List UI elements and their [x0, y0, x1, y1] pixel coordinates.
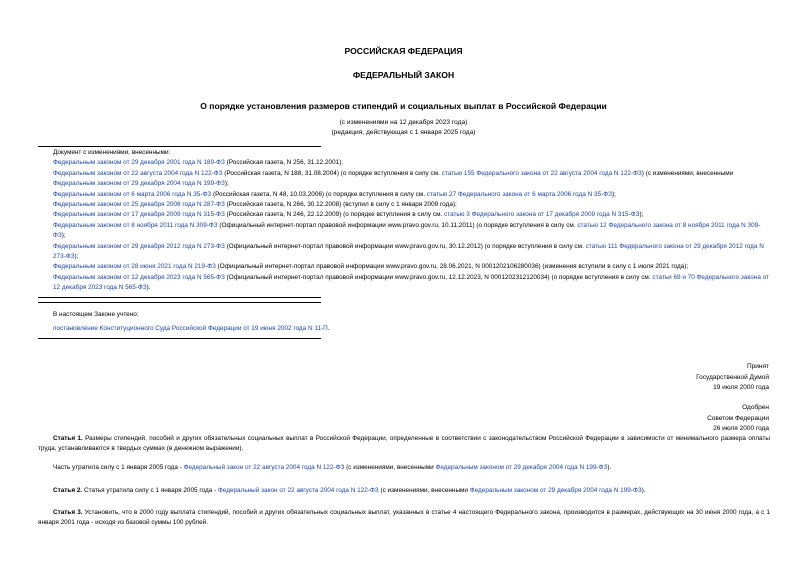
considered-item: [38, 324, 770, 334]
considered-tail: .: [327, 325, 330, 333]
amendment-item: [38, 200, 770, 210]
article-1-note: [38, 463, 770, 473]
amendment-link[interactable]: Федеральным законом от 25 декабря 2008 года N 287-ФЗ: [53, 201, 225, 209]
article-3-label: Статья 3.: [53, 509, 83, 516]
amendment-text: );: [224, 180, 229, 188]
article-1-text: Размеры стипендий, пособий и других обязательных социальных выплат в Российской Федерации, определенные в соответствии с законодательством Российской Федерации в зависимости от минимального размера оплаты труда, устанавливаются в твердых суммах (в денежном выражении).: [38, 435, 770, 453]
amendment-text: (Российская газета, N 48, 10.03.2006) (о порядке вступления в силу см.: [211, 190, 427, 198]
amendments-block: [38, 148, 770, 294]
article-1-label: Статья 1.: [53, 435, 83, 442]
amendment-item: [38, 190, 770, 200]
considered-link[interactable]: постановление Конституционного Суда Российской Федерации от 19 июня 2002 года N 11-П: [53, 325, 328, 333]
note-link[interactable]: Федеральным законом от 29 декабря 2004 года N 199-ФЗ: [435, 464, 608, 471]
article-2-text: ).: [641, 487, 646, 494]
amendment-item: [38, 221, 770, 242]
amendment-link[interactable]: Федеральным законом от 28 июня 2021 года N 219-ФЗ: [53, 263, 216, 271]
amendment-text: (Российская газета, N 188, 31.08.2004) (о порядке вступления в силу см.: [222, 169, 442, 177]
amendment-text: );: [612, 190, 616, 198]
amendment-text: (Официальный интернет-портал правовой информации www.pravo.gov.ru, 10.11.2011) (о порядке вступления в силу см.: [217, 221, 578, 229]
divider: [38, 146, 321, 147]
amendment-link[interactable]: Федеральным законом от 12 декабря 2023 года N 565-ФЗ: [53, 273, 225, 281]
amendment-link[interactable]: статью 111 Федерального закона от 29 декабря 2012 года N 273-ФЗ: [53, 242, 764, 261]
amendments-intro: Документ с изменениями, внесенными:: [53, 149, 171, 156]
amendment-text: (Российская газета, N 246, 22.12.2009) (о порядке вступления в силу см.: [224, 211, 445, 219]
changes-note: (с изменениями на 12 декабря 2023 года): [339, 119, 468, 126]
amendment-link[interactable]: Федеральным законом от 29 декабря 2012 года N 273-ФЗ: [53, 242, 225, 250]
article-3: [38, 508, 770, 529]
amendment-text: (Официальный интернет-портал правовой информации www.pravo.gov.ru, 12.12.2023, N 0001202312120034) (о порядке вступления в силу см.: [224, 273, 653, 281]
amendment-text: ).: [146, 284, 151, 292]
amendment-link[interactable]: Федеральным законом от 17 декабря 2009 года N 315-ФЗ: [53, 211, 225, 219]
amendment-item: [38, 242, 770, 263]
amendment-item: [38, 262, 770, 272]
considered-intro: В настоящем Законе учтено:: [53, 311, 139, 318]
amendment-text: (Официальный интернет-портал правовой информации www.pravo.gov.ru, 30.12.2012) (о порядке вступления в силу см.: [224, 242, 586, 250]
amendment-link[interactable]: Федеральным законом от 8 ноября 2011 года N 309-ФЗ: [53, 221, 218, 229]
article-2-text: (с изменениями, внесенными: [378, 487, 470, 494]
amendment-link[interactable]: статью 12 Федерального закона от 8 ноября 2011 года N 309-ФЗ: [53, 221, 761, 240]
article-2-link[interactable]: Федеральный закон от 22 августа 2004 года N 122-ФЗ: [217, 487, 379, 494]
article-3-text: Установить, что в 2000 году выплата стипендий, пособий и других обязательных социальных выплат, указанных в статье 4 настоящего Федерального закона, производится в размерах, действующих на 30 июня 2000 года, а с 1 января 2001 года - исходя из базовой суммы 100 рублей.: [38, 509, 770, 527]
amendment-link[interactable]: Федеральным законом от 22 августа 2004 года N 122-ФЗ: [53, 169, 223, 177]
adoption-duma: [696, 362, 769, 394]
divider: [38, 338, 321, 339]
amendment-text: ) (с изменениями, внесенными: [641, 169, 734, 177]
amendment-text: );: [61, 232, 66, 240]
amendment-link[interactable]: статью 155 Федерального закона от 22 августа 2004 года N 122-ФЗ: [441, 169, 642, 177]
amendment-text: );: [74, 253, 79, 261]
amendment-item: [38, 273, 770, 294]
amendment-item: [38, 158, 770, 168]
amendment-text: );: [639, 211, 644, 219]
accepted-date: 19 июля 2000 года: [713, 384, 769, 391]
amendment-text: (Официальный интернет-портал правовой информации www.pravo.gov.ru, 28.06.2021, N 0001202106280036) (изменения вступили в силу с 1 июля 2021 года);: [215, 263, 689, 271]
note-link[interactable]: Федеральный закон от 22 августа 2004 года N 122-ФЗ: [183, 464, 345, 471]
note-text: ).: [607, 464, 612, 471]
divider: [38, 297, 321, 298]
considered-block: [38, 310, 770, 335]
adoption-council: [707, 403, 769, 435]
amendment-text: (Российская газета, N 256, 31.12.2001).: [224, 159, 344, 167]
amendment-link[interactable]: статью 27 Федерального закона от 6 марта 2006 года N 35-ФЗ: [426, 190, 613, 198]
note-text: (с изменениями, внесенными: [344, 464, 436, 471]
amendment-link[interactable]: статьи 69 и 70 Федерального закона от 12 декабря 2023 года N 565-ФЗ: [53, 273, 769, 292]
article-1: [38, 434, 770, 455]
amendment-item: [38, 210, 770, 220]
amendment-link[interactable]: Федеральным законом от 29 декабря 2004 года N 199-ФЗ: [53, 180, 225, 188]
article-2-link[interactable]: Федеральным законом от 29 декабря 2004 года N 199-ФЗ: [469, 487, 642, 494]
approved-label: Одобрен: [742, 404, 769, 411]
divider: [38, 302, 321, 303]
accepted-label: Принят: [746, 363, 769, 370]
approved-by: Советом Федерации: [707, 414, 769, 422]
amendment-text: (Российская газета, N 266, 30.12.2008) (вступил в силу с 1 января 2009 года);: [224, 201, 457, 209]
law-type-heading: ФЕДЕРАЛЬНЫЙ ЗАКОН: [352, 70, 455, 80]
approved-date: 26 июля 2000 года: [713, 425, 769, 432]
amendment-item: [38, 169, 770, 190]
amendment-link[interactable]: Федеральным законом от 6 марта 2006 года N 35-ФЗ: [53, 190, 212, 198]
article-2: [38, 486, 770, 496]
country-heading: РОССИЙСКАЯ ФЕДЕРАЦИЯ: [344, 46, 463, 56]
amendment-link[interactable]: Федеральным законом от 29 декабря 2001 года N 189-ФЗ: [53, 159, 225, 167]
article-2-label: Статья 2.: [53, 487, 83, 494]
article-2-text: Статья утратила силу с 1 января 2005 года -: [82, 487, 218, 494]
accepted-by: Государственной Думой: [696, 373, 769, 381]
amendment-link[interactable]: статью 3 Федерального закона от 17 декабря 2009 года N 315-ФЗ: [444, 211, 640, 219]
edition-note: (редакция, действующая с 1 января 2025 года): [331, 129, 476, 136]
note-text: Часть утратила силу с 1 января 2005 года -: [53, 464, 184, 471]
law-title: О порядке установления размеров стипендий и социальных выплат в Российской Федерации: [200, 101, 607, 111]
